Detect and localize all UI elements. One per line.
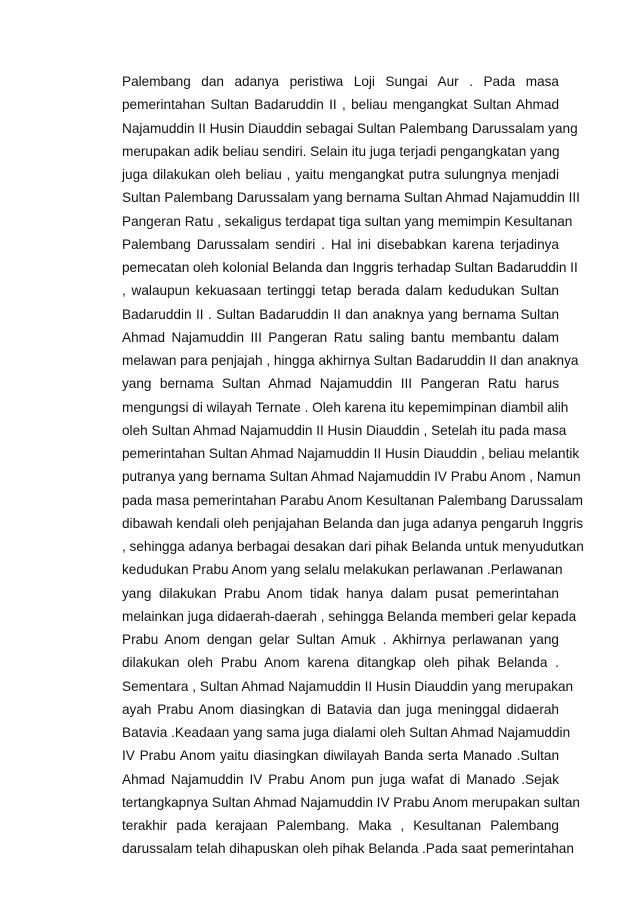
text-line: , sehingga adanya berbagai desakan dari pihak Belanda untuk menyudutkan: [122, 539, 584, 554]
text-line: melainkan juga didaerah-daerah , sehingga Belanda memberi gelar kepada: [122, 608, 577, 624]
text-line: dilakukan oleh Prabu Anom karena ditangkap oleh pihak Belanda .: [122, 655, 559, 671]
text-line: yang bernama Sultan Ahmad Najamuddin III Pangeran Ratu harus: [122, 376, 559, 392]
text-line: merupakan adik beliau sendiri. Selain itu juga terjadi pengangkatan yang: [122, 143, 560, 159]
text-line: Ahmad Najamuddin III Pangeran Ratu saling bantu membantu dalam: [122, 329, 559, 345]
text-line: yang dilakukan Prabu Anom tidak hanya dalam pusat pemerintahan: [122, 585, 559, 601]
text-line: melawan para penjajah , hingga akhirnya Sultan Badaruddin II dan anaknya: [122, 353, 579, 368]
text-line: juga dilakukan oleh beliau , yaitu mengangkat putra sulungnya menjadi: [122, 167, 559, 182]
text-line: pemecatan oleh kolonial Belanda dan Inggris terhadap Sultan Badaruddin II: [122, 260, 578, 275]
text-line: ayah Prabu Anom diasingkan di Batavia dan juga meninggal didaerah: [122, 701, 559, 717]
body-paragraph: [122, 70, 584, 861]
text-line: Sementara , Sultan Ahmad Najamuddin II Husin Diauddin yang merupakan: [122, 678, 574, 694]
text-line: Prabu Anom dengan gelar Sultan Amuk . Akhirnya perlawanan yang: [122, 632, 559, 647]
text-line: Batavia .Keadaan yang sama juga dialami oleh Sultan Ahmad Najamuddin: [122, 725, 571, 740]
text-line: terakhir pada kerajaan Palembang. Maka , Kesultanan Palembang: [122, 818, 559, 833]
text-line: Palembang dan adanya peristiwa Loji Sungai Aur . Pada masa: [122, 74, 559, 89]
text-line: putranya yang bernama Sultan Ahmad Najamuddin IV Prabu Anom , Namun: [122, 469, 581, 485]
text-line: Pangeran Ratu , sekaligus terdapat tiga sultan yang memimpin Kesultanan: [122, 213, 573, 229]
text-line: darussalam telah dihapuskan oleh pihak Belanda .Pada saat pemerintahan: [122, 841, 574, 857]
text-line: pemerintahan Sultan Badaruddin II , beliau mengangkat Sultan Ahmad: [122, 97, 559, 113]
text-line: , walaupun kekuasaan tertinggi tetap berada dalam kedudukan Sultan: [122, 283, 559, 299]
text-line: oleh Sultan Ahmad Najamuddin II Husin Diauddin , Setelah itu pada masa: [122, 422, 567, 438]
text-line: pada masa pemerintahan Parabu Anom Kesultanan Palembang Darussalam: [122, 492, 583, 508]
text-line: Badaruddin II . Sultan Badaruddin II dan anaknya yang bernama Sultan: [122, 306, 559, 322]
text-line: kedudukan Prabu Anom yang selalu melakukan perlawanan .Perlawanan: [122, 562, 563, 578]
text-line: pemerintahan Sultan Ahmad Najamuddin II Husin Diauddin , beliau melantik: [122, 446, 580, 461]
text-line: Palembang Darussalam sendiri . Hal ini disebabkan karena terjadinya: [122, 236, 559, 252]
text-line: dibawah kendali oleh penjajahan Belanda dan juga adanya pengaruh Inggris: [122, 515, 584, 531]
text-line: Sultan Palembang Darussalam yang bernama Sultan Ahmad Najamuddin III: [122, 190, 580, 206]
text-line: IV Prabu Anom yaitu diasingkan diwilayah Banda serta Manado .Sultan: [122, 748, 559, 764]
text-line: tertangkapnya Sultan Ahmad Najamuddin IV Prabu Anom merupakan sultan: [122, 794, 580, 810]
text-line: Najamuddin II Husin Diauddin sebagai Sultan Palembang Darussalam yang: [122, 120, 578, 136]
text-line: mengungsi di wilayah Ternate . Oleh karena itu kepemimpinan diambil alih: [122, 399, 569, 415]
text-line: Ahmad Najamuddin IV Prabu Anom pun juga wafat di Manado .Sejak: [122, 771, 559, 787]
